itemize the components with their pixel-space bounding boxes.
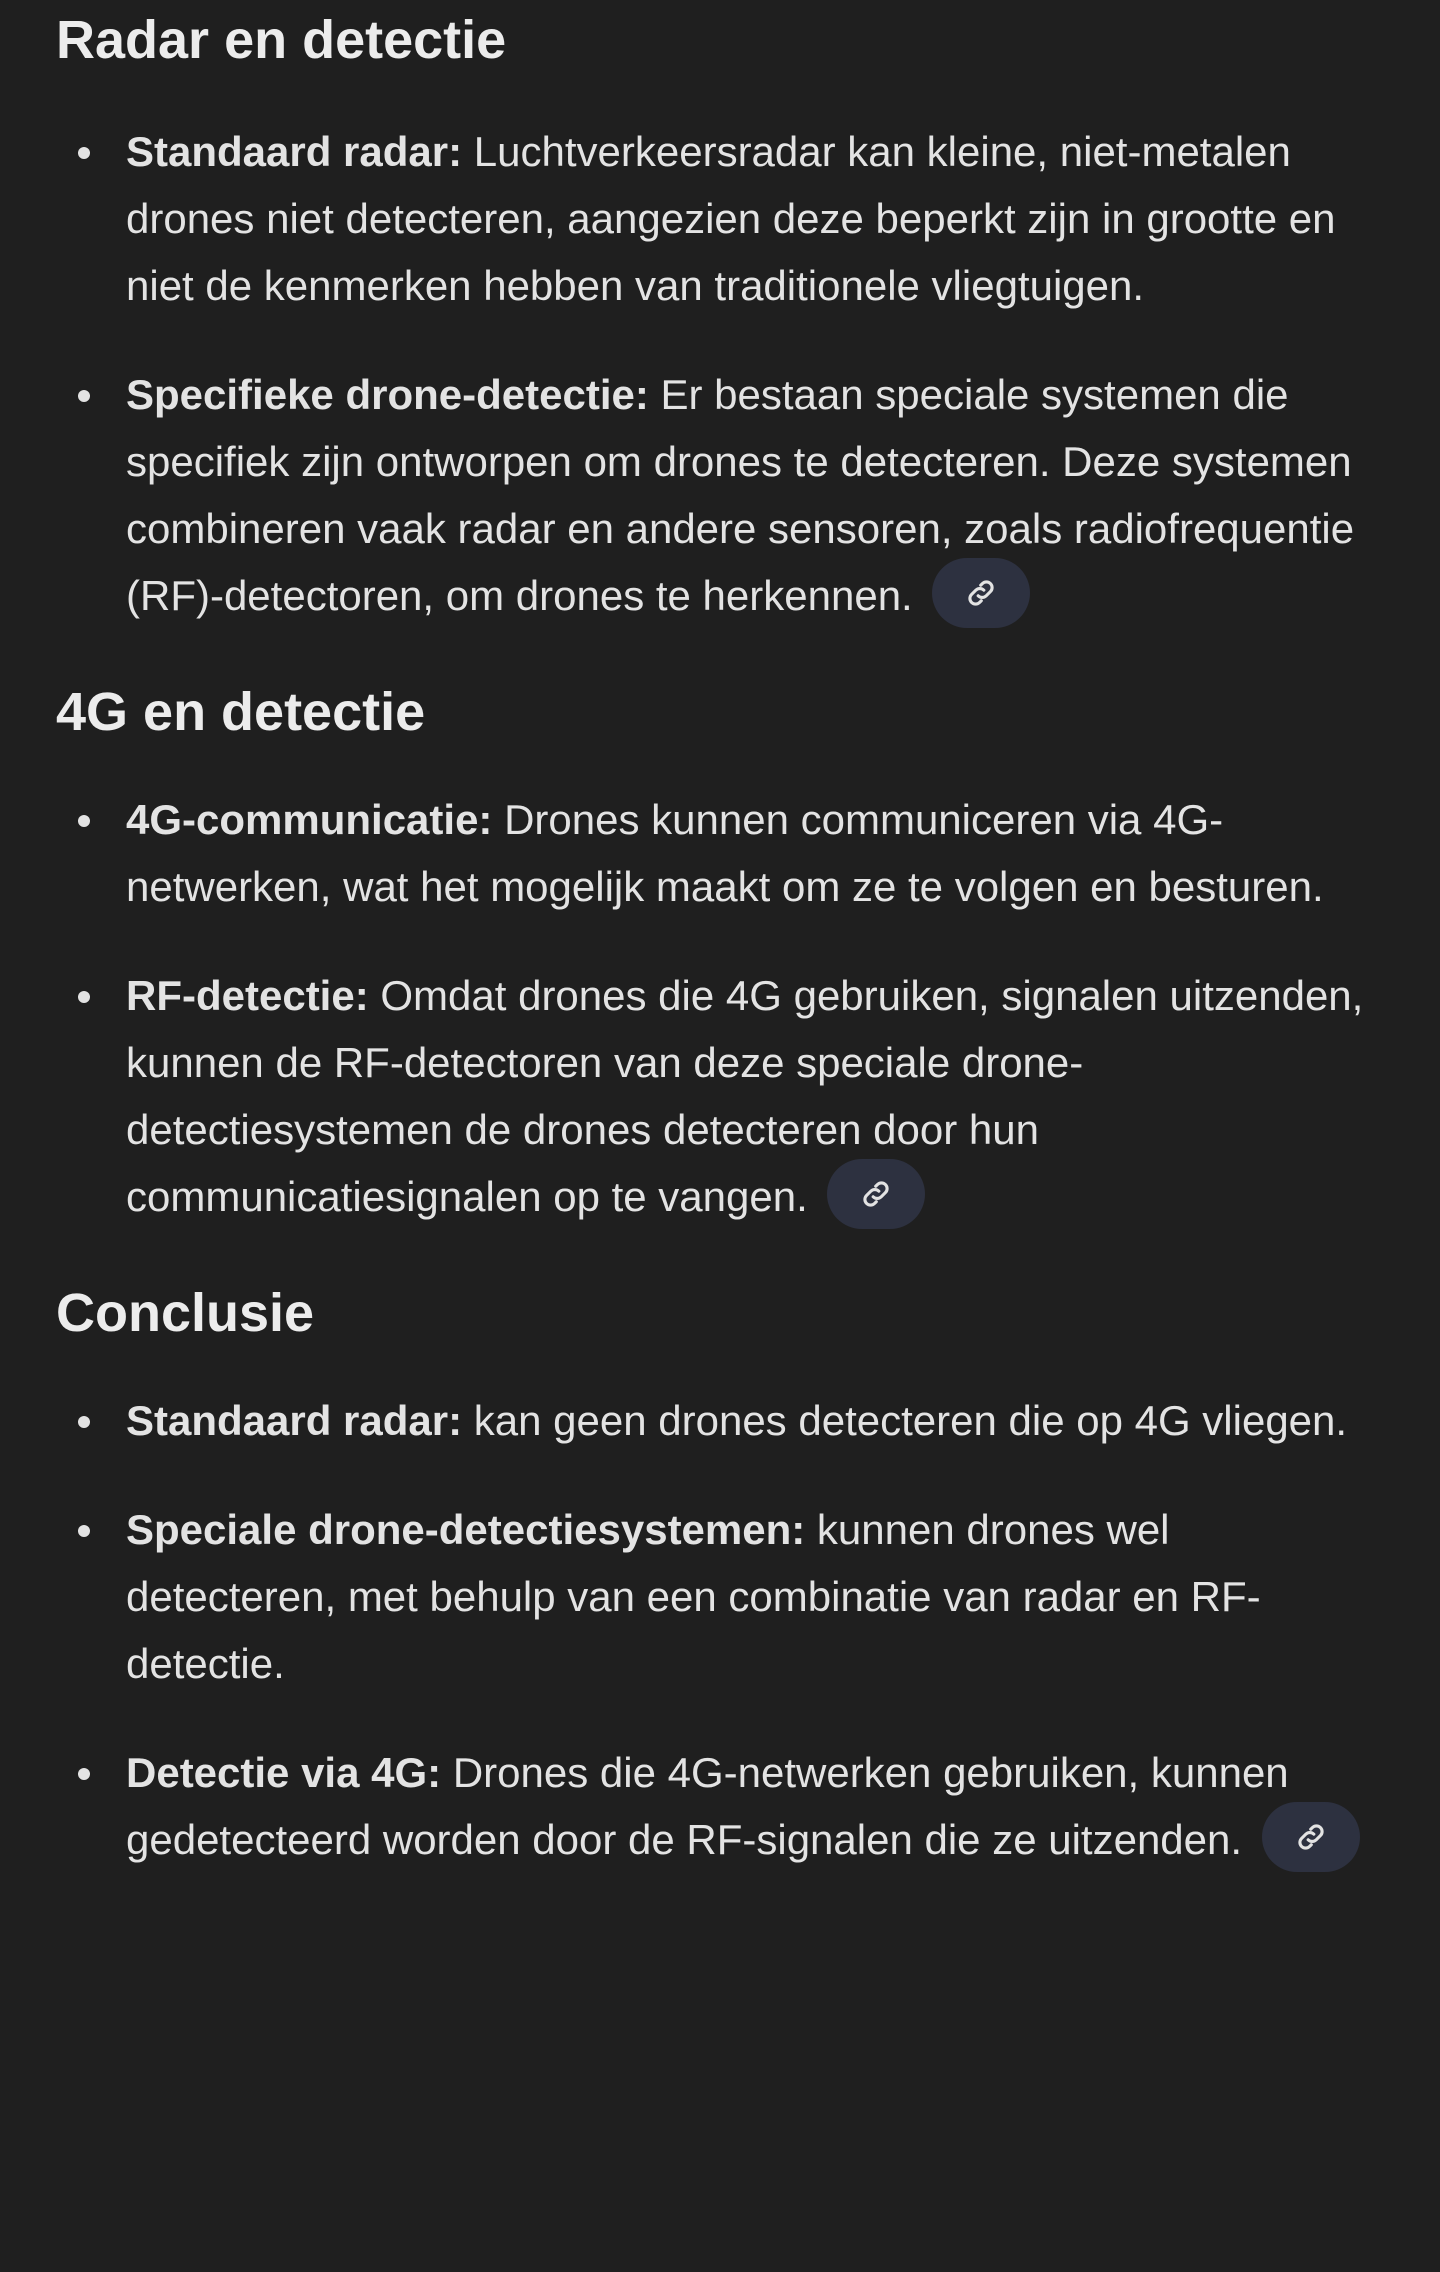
response-content bbox=[0, 4, 1440, 1878]
bullet-list bbox=[56, 786, 1384, 1235]
source-link-button[interactable] bbox=[1262, 1802, 1360, 1872]
bullet-icon bbox=[78, 390, 90, 402]
item-text: kan geen drones detecteren die op 4G vliegen. bbox=[462, 1396, 1348, 1444]
item-text: Drones kunnen communiceren via 4G-netwerken, wat het mogelijk maakt om ze te volgen en besturen. bbox=[126, 795, 1324, 910]
item-text: Omdat drones die 4G gebruiken, signalen uitzenden, kunnen de RF-detectoren van deze speciale drone-detectiesystemen de drones detecteren door hun communicatiesignalen op te vangen. bbox=[126, 971, 1364, 1220]
item-title: Standaard radar: bbox=[126, 1396, 463, 1444]
item-title: Detectie via 4G: bbox=[126, 1748, 442, 1796]
link-icon bbox=[1294, 1820, 1328, 1854]
list-item bbox=[56, 118, 1384, 319]
list-item bbox=[56, 962, 1384, 1235]
source-link-button[interactable] bbox=[827, 1159, 925, 1229]
list-item bbox=[56, 1387, 1384, 1454]
link-icon bbox=[859, 1177, 893, 1211]
list-item bbox=[56, 361, 1384, 634]
bullet-icon bbox=[78, 815, 90, 827]
item-title: Standaard radar: bbox=[126, 128, 463, 175]
bullet-icon bbox=[78, 991, 90, 1003]
section-heading: 4G en detectie bbox=[56, 681, 426, 742]
bullet-icon bbox=[78, 1416, 90, 1428]
link-icon bbox=[964, 576, 998, 610]
item-text: Er bestaan speciale systemen die specifiek zijn ontworpen om drones te detecteren. Deze systemen combineren vaak radar en andere sensoren, zoals radiofrequentie (RF)-detectoren, om drones te herkennen. bbox=[126, 371, 1355, 619]
source-link-button[interactable] bbox=[932, 558, 1030, 628]
item-text: Luchtverkeersradar kan kleine, niet-metalen drones niet detecteren, aangezien deze beperkt zijn in grootte en niet de kenmerken hebben van traditionele vliegtuigen. bbox=[126, 128, 1336, 309]
bullet-icon bbox=[78, 1525, 90, 1537]
list-item bbox=[56, 1739, 1384, 1878]
item-title: RF-detectie: bbox=[126, 971, 369, 1019]
bullet-list bbox=[56, 1387, 1384, 1878]
bullet-icon bbox=[78, 147, 90, 159]
section-heading: Radar en detectie bbox=[56, 10, 507, 70]
bullet-icon bbox=[78, 1768, 90, 1780]
item-text: kunnen drones wel detecteren, met behulp van een combinatie van radar en RF-detectie. bbox=[126, 1505, 1261, 1687]
bullet-list bbox=[56, 118, 1384, 634]
item-text: Drones die 4G-netwerken gebruiken, kunnen gedetecteerd worden door de RF-signalen die ze uitzenden. bbox=[126, 1748, 1289, 1863]
list-item bbox=[56, 1496, 1384, 1697]
item-title: Specifieke drone-detectie: bbox=[126, 371, 649, 418]
item-title: Speciale drone-detectiesystemen: bbox=[126, 1505, 806, 1553]
item-title: 4G-communicatie: bbox=[126, 795, 493, 843]
list-item bbox=[56, 786, 1384, 920]
section-heading: Conclusie bbox=[56, 1282, 315, 1343]
